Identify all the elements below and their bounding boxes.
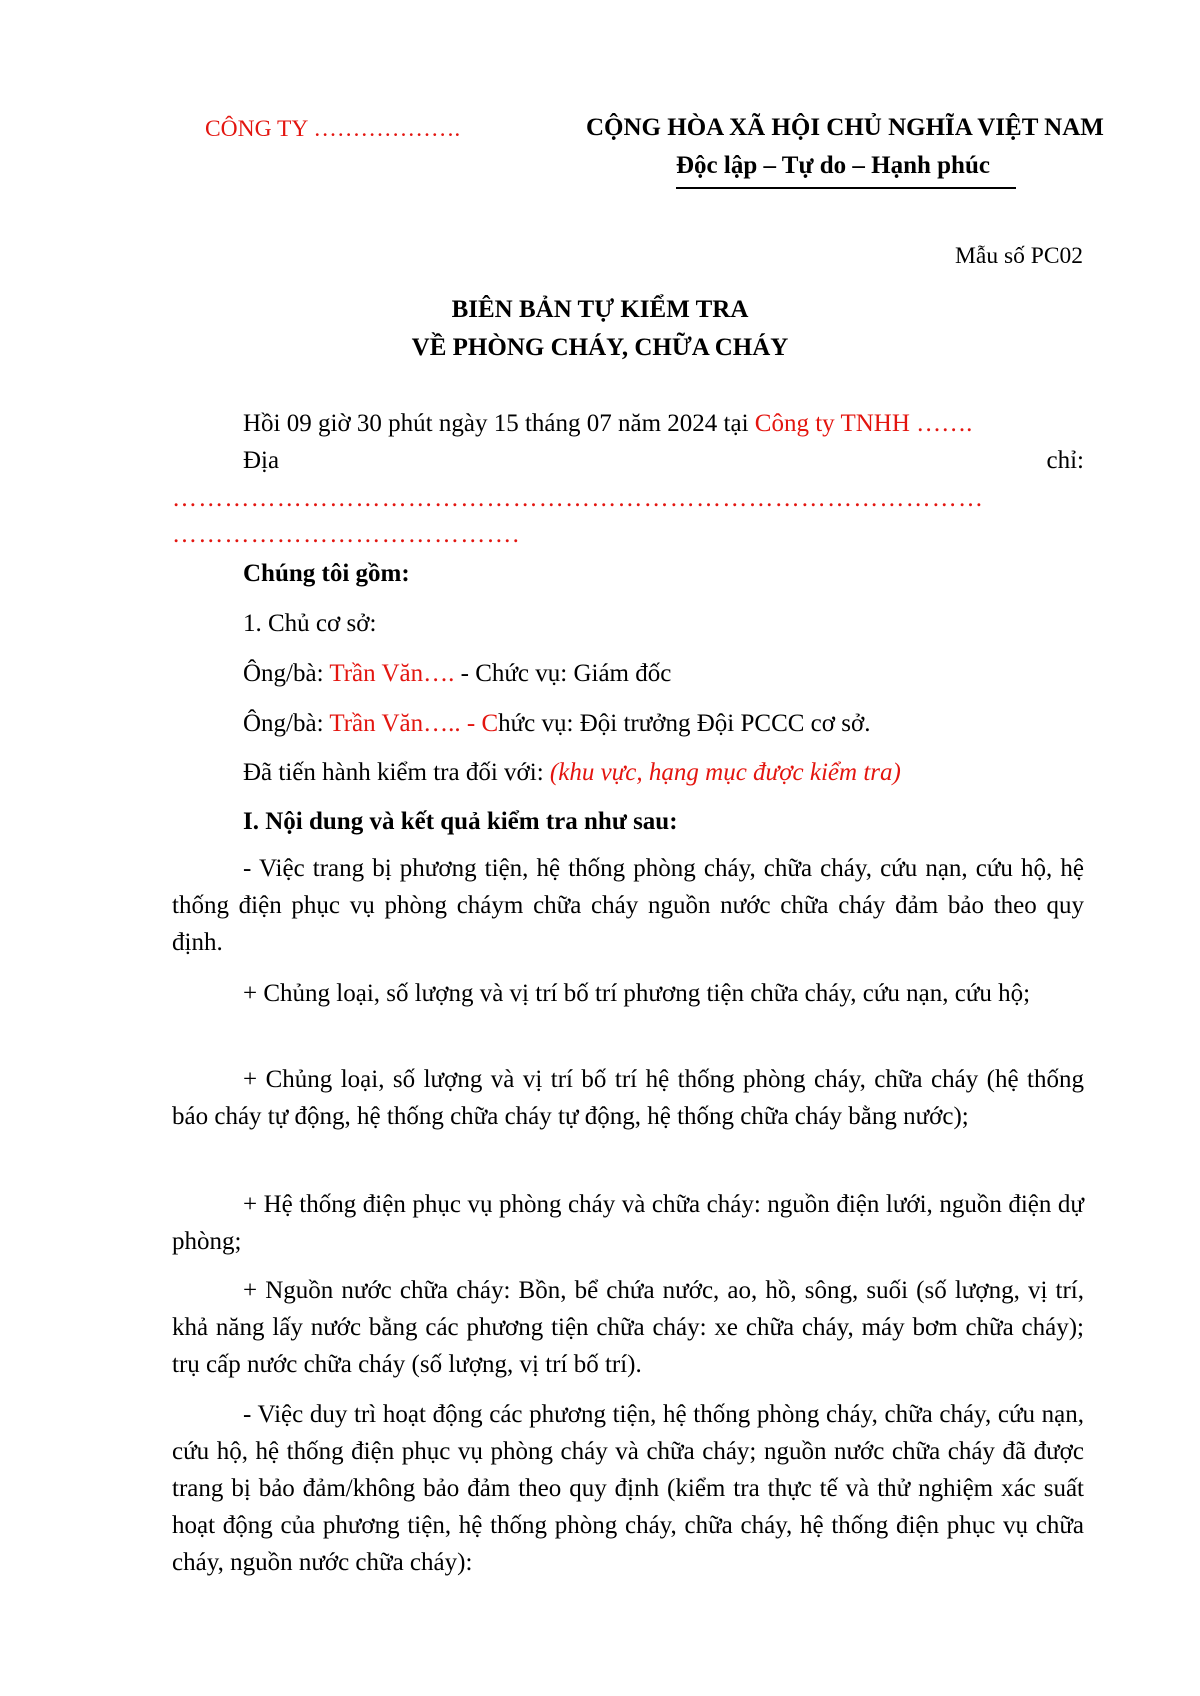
address-dots-line-2: …………………………………. xyxy=(172,521,521,548)
body-paragraph: - Việc trang bị phương tiện, hệ thống phòng cháy, chữa cháy, cứu nạn, cứu hộ, hệ thống điện phục vụ phòng cháym chữa cháy nguồn nước chữa cháy đảm bảo theo quy định. xyxy=(172,855,1084,956)
owner-heading: 1. Chủ cơ sở: xyxy=(243,610,377,637)
person-line xyxy=(243,660,671,688)
person-name: Trần Văn….. xyxy=(329,710,461,737)
address-label-left: Địa xyxy=(243,447,280,474)
section-heading: I. Nội dung và kết quả kiểm tra như sau: xyxy=(243,808,678,835)
person-separator: - xyxy=(460,710,482,737)
inspection-line xyxy=(243,759,901,787)
national-title: CỘNG HÒA XÃ HỘI CHỦ NGHĨA VIỆT NAM xyxy=(586,114,1104,141)
document-subtitle: VỀ PHÒNG CHÁY, CHỮA CHÁY xyxy=(411,334,789,361)
person-role: Chức vụ: Giám đốc xyxy=(475,660,672,687)
body-paragraph: + Chủng loại, số lượng và vị trí bố trí hệ thống phòng cháy, chữa cháy (hệ thống báo cháy tự động, hệ thống chữa cháy tự động, hệ thống chữa cháy bằng nước); xyxy=(172,1066,1084,1130)
person-role-prefix: C xyxy=(481,710,499,737)
person-separator: - xyxy=(454,660,476,687)
address-dots-line-1: ………………………………………………………………………………… xyxy=(172,485,985,512)
body-paragraph: + Hệ thống điện phục vụ phòng cháy và chữa cháy: nguồn điện lưới, nguồn điện dự phòng; xyxy=(172,1191,1084,1255)
meeting-place: Công ty TNHH ……. xyxy=(754,410,973,437)
form-number: Mẫu số PC02 xyxy=(955,243,1083,269)
person-prefix: Ông/bà: xyxy=(243,710,330,737)
address-label-right: chỉ: xyxy=(1046,447,1084,474)
company-name: CÔNG TY ………………. xyxy=(205,116,461,142)
body-paragraph: + Nguồn nước chữa cháy: Bồn, bể chứa nước, ao, hồ, sông, suối (số lượng, vị trí, khả năng lấy nước bằng các phương tiện chữa cháy: xe chữa cháy, máy bơm chữa cháy); trụ cấp nước chữa cháy (số lượng, vị trí bố trí). xyxy=(172,1277,1084,1378)
document-title: BIÊN BẢN TỰ KIỂM TRA xyxy=(451,296,749,323)
person-name: Trần Văn…. xyxy=(329,660,455,687)
body-paragraph: - Việc duy trì hoạt động các phương tiện, hệ thống phòng cháy, chữa cháy, cứu nạn, cứu hộ, hệ thống điện phục vụ phòng cháy và chữa cháy; nguồn nước chữa cháy đã được trang bị bảo đảm/không bảo đảm theo quy định (kiểm tra thực tế và thử nghiệm xác suất hoạt động của phương tiện, hệ thống phòng cháy, chữa cháy, hệ thống điện phục vụ chữa cháy, nguồn nước chữa cháy): xyxy=(172,1401,1084,1576)
motto-underline xyxy=(676,187,1016,189)
inspection-label: Đã tiến hành kiểm tra đối với: xyxy=(243,759,550,786)
body-paragraph: + Chủng loại, số lượng và vị trí bố trí phương tiện chữa cháy, cứu nạn, cứu hộ; xyxy=(243,980,1031,1007)
members-heading: Chúng tôi gồm: xyxy=(243,560,410,587)
person-line xyxy=(243,710,870,738)
meeting-time: Hồi 09 giờ 30 phút ngày 15 tháng 07 năm 2024 tại xyxy=(243,410,755,437)
person-role: hức vụ: Đội trưởng Đội PCCC cơ sở. xyxy=(498,710,871,737)
person-prefix: Ông/bà: xyxy=(243,660,330,687)
meeting-time-line xyxy=(243,410,972,438)
national-motto: Độc lập – Tự do – Hạnh phúc xyxy=(676,152,990,179)
inspection-scope: (khu vực, hạng mục được kiểm tra) xyxy=(549,759,901,786)
